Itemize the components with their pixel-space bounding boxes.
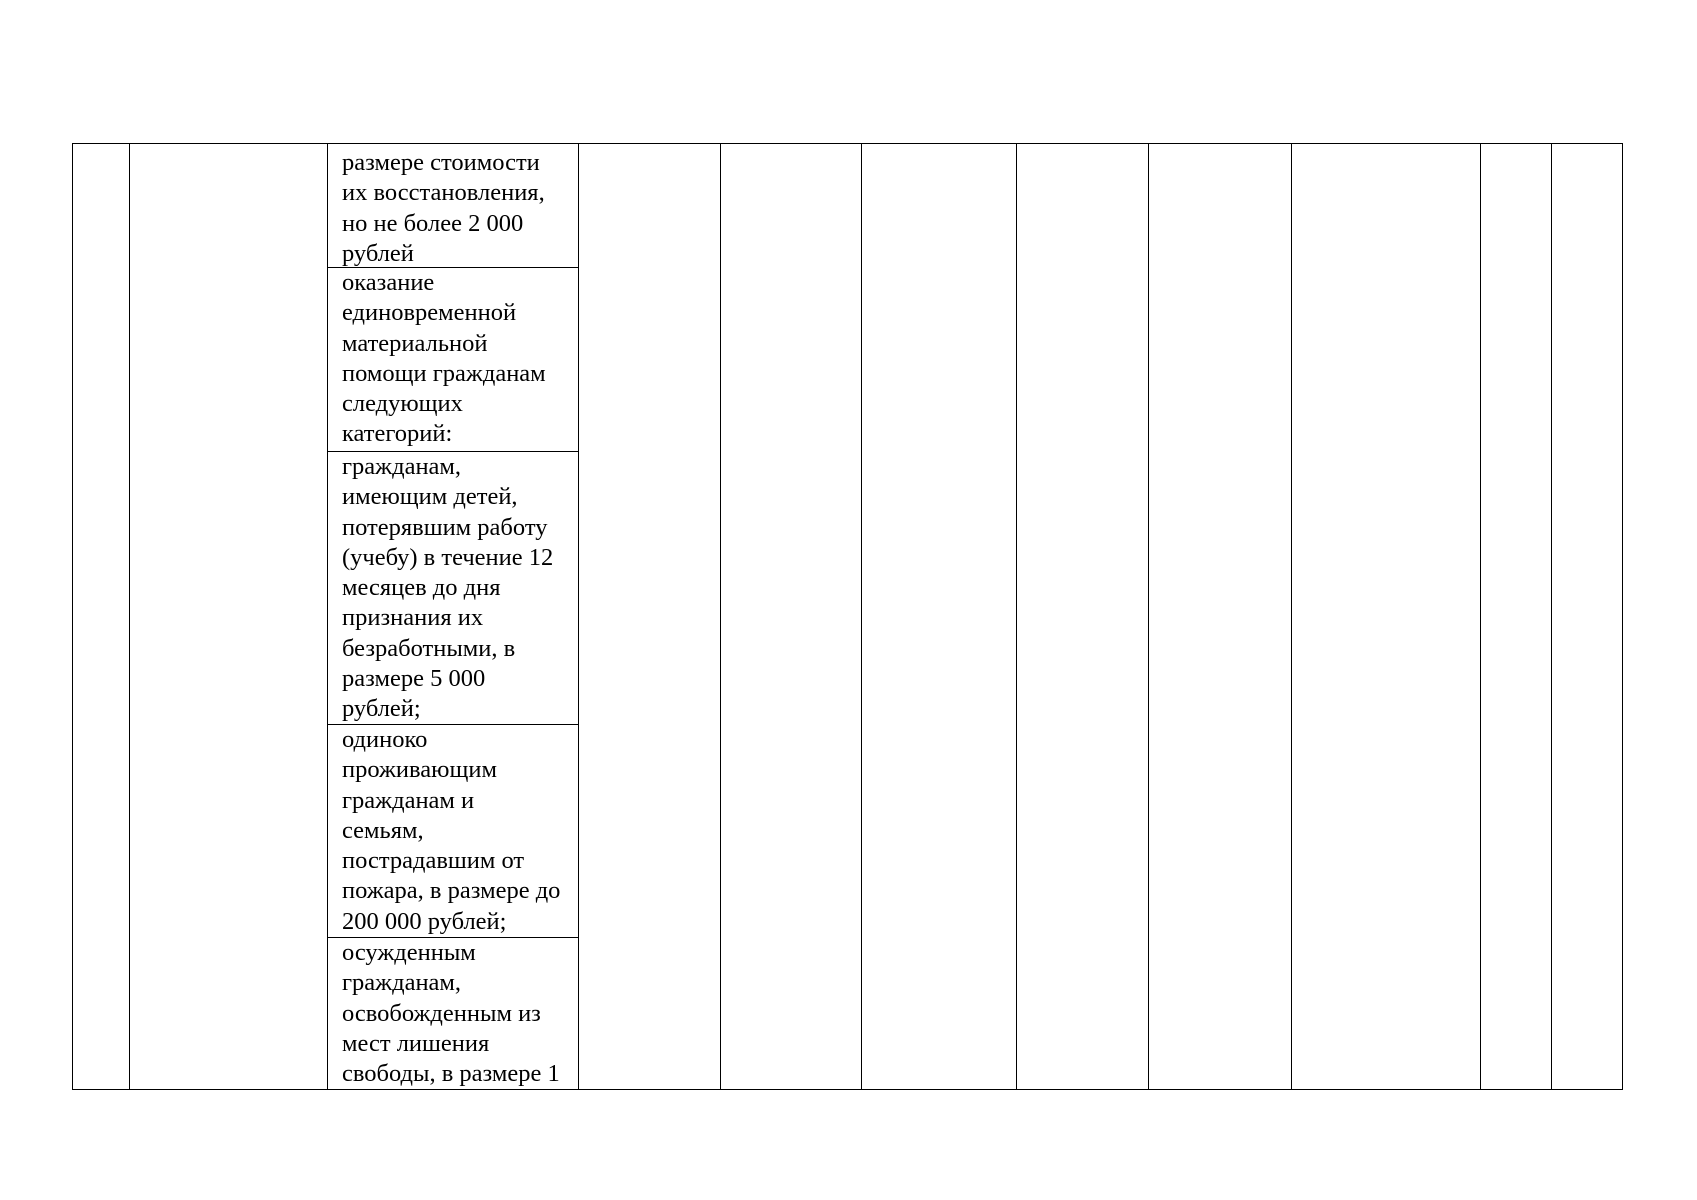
column-divider-5 [861, 144, 862, 1089]
table-row-released-convicts: осужденным гражданам, освобожденным из мест лишения свободы, в размере 1 [327, 937, 578, 1088]
column-divider-4 [720, 144, 721, 1089]
document-table [72, 143, 1623, 1090]
column-divider-9 [1480, 144, 1481, 1089]
column-divider-7 [1148, 144, 1149, 1089]
column-divider-10 [1551, 144, 1552, 1089]
description-column [327, 144, 578, 1089]
column-divider-1 [129, 144, 130, 1089]
column-divider-3 [578, 144, 579, 1089]
table-row-citizens-with-children: гражданам, имеющим детей, потерявшим работу (учебу) в течение 12 месяцев до дня признания их безработными, в размере 5 000 рублей; [327, 451, 578, 724]
column-divider-6 [1016, 144, 1017, 1089]
table-row-cost-restoration: размере стоимости их восстановления, но не более 2 000 рублей [342, 149, 545, 267]
table-row-fire-victims: одиноко проживающим гражданам и семьям, пострадавшим от пожара, в размере до 200 000 рублей; [327, 724, 578, 937]
column-divider-8 [1291, 144, 1292, 1089]
table-row-material-aid: оказание единовременной материальной помощи гражданам следующих категорий: [327, 267, 578, 451]
